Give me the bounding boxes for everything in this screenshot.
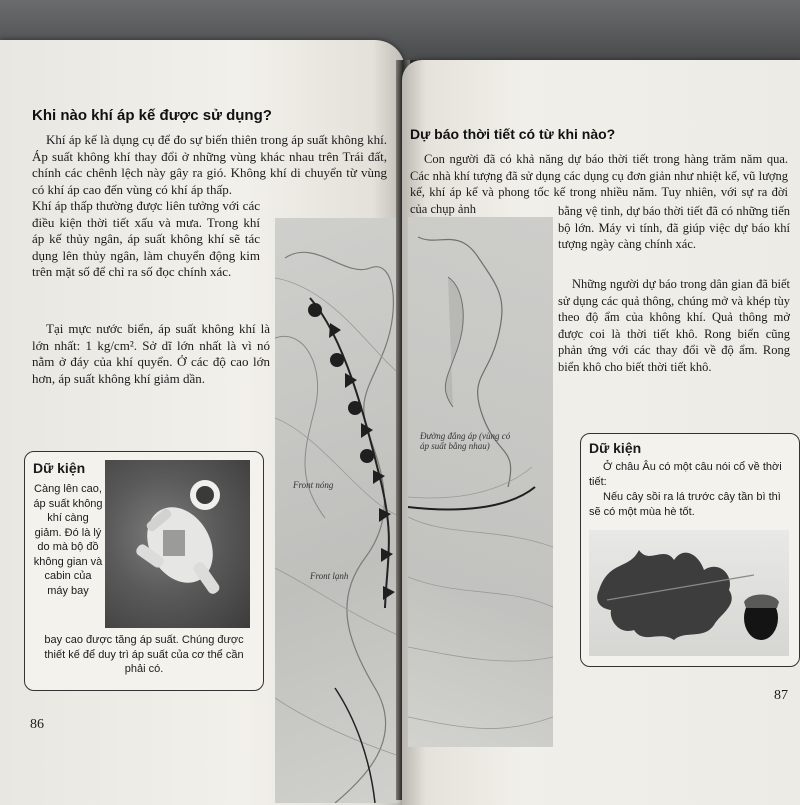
left-page-number: 86 [30,717,44,732]
right-paragraph-1-side: bằng vệ tinh, dự báo thời tiết đã có những tiến bộ lớn. Máy vi tính, đã giúp việc dự báo khí tượng ngày càng chính xác. [558,204,790,251]
left-page [0,40,405,805]
left-fact-title: Dữ kiện [33,460,86,476]
right-page [402,60,800,805]
oak-leaf-photo [589,530,789,656]
weather-map-right [408,217,553,747]
cold-front-label: Front lạnh [310,571,349,581]
warm-front-label: Front nóng [293,480,334,490]
oak-leaf-icon [589,530,789,656]
weather-map-right-icon [408,217,553,747]
right-paragraph-2: Những người dự báo trong dân gian đã biết sử dụng các quả thông, chúng mở và khép tùy theo độ ẩm của không khí. Quả thông mở được coi là thời tiết khô. Rong biển cũng phản ứng với các thay đổi về độ ẩm. Rong biển khô cho biết thời tiết khô. [558,277,790,374]
left-paragraph-3: Tại mực nước biển, áp suất không khí là lớn nhất: 1 kg/cm². Sở dĩ lớn nhất là vì nó nằm ở đáy của khí quyển. Ở các độ cao lớn hơn, áp suất không khí giảm dần. [32,321,270,386]
left-paragraph-2: Khí áp thấp thường được liên tưởng với các điều kiện thời tiết xấu và mưa. Trong khí áp kế thủy ngân, áp suất không khí sẽ tác dụng lên thủy ngân, làm chuyển động kim trên mặt số để chỉ ra số đọc chính xác. [32,198,260,279]
right-fact-box [580,433,800,667]
left-fact-box [24,451,264,691]
right-fact-text-2: Nếu cây sồi ra lá trước cây tần bì thì sẽ có một mùa hè tốt. [589,491,781,518]
left-fact-text-side: Càng lên cao, áp suất không khí càng giảm. Đó là lý do mà bộ đồ không gian và cabin của máy bay [33,483,103,597]
astronaut-photo [105,460,250,628]
left-page-heading: Khi nào khí áp kế được sử dụng? [32,107,272,124]
right-fact-title: Dữ kiện [589,440,642,456]
left-paragraph-1: Khí áp kế là dụng cụ để đo sự biến thiên trong áp suất không khí. Áp suất không khí thay đổi ở những vùng khác nhau trên Trái đất, chính các chênh lệch này gây ra gió. Không khí di chuyển từ vùng có khí áp cao đến vùng có khí áp thấp. [32,132,387,197]
right-page-heading: Dự báo thời tiết có từ khi nào? [410,126,616,142]
right-page-number: 87 [774,688,788,703]
right-paragraph-1-top: Con người đã có khả năng dự báo thời tiết trong hàng trăm năm qua. Các nhà khí tượng đã sử dụng các dụng cụ đơn giản như nhiệt kế, vũ lượng kế, khí áp kế và phong tốc kế trong nhiều năm. Tuy nhiên, với sự ra đời của chụp ảnh [410,152,788,216]
left-fact-text-bottom: bay cao được tăng áp suất. Chúng được thiết kế để duy trì áp suất của cơ thể cần phải có. [44,634,244,675]
weather-map-left [275,218,405,803]
isobar-label: Đường đẳng áp (vùng có áp suất bằng nhau) [420,431,511,451]
weather-map-icon [275,218,405,803]
right-fact-text-1: Ở châu Âu có một câu nói cổ về thời tiết: [589,461,782,488]
astronaut-icon [105,460,250,628]
